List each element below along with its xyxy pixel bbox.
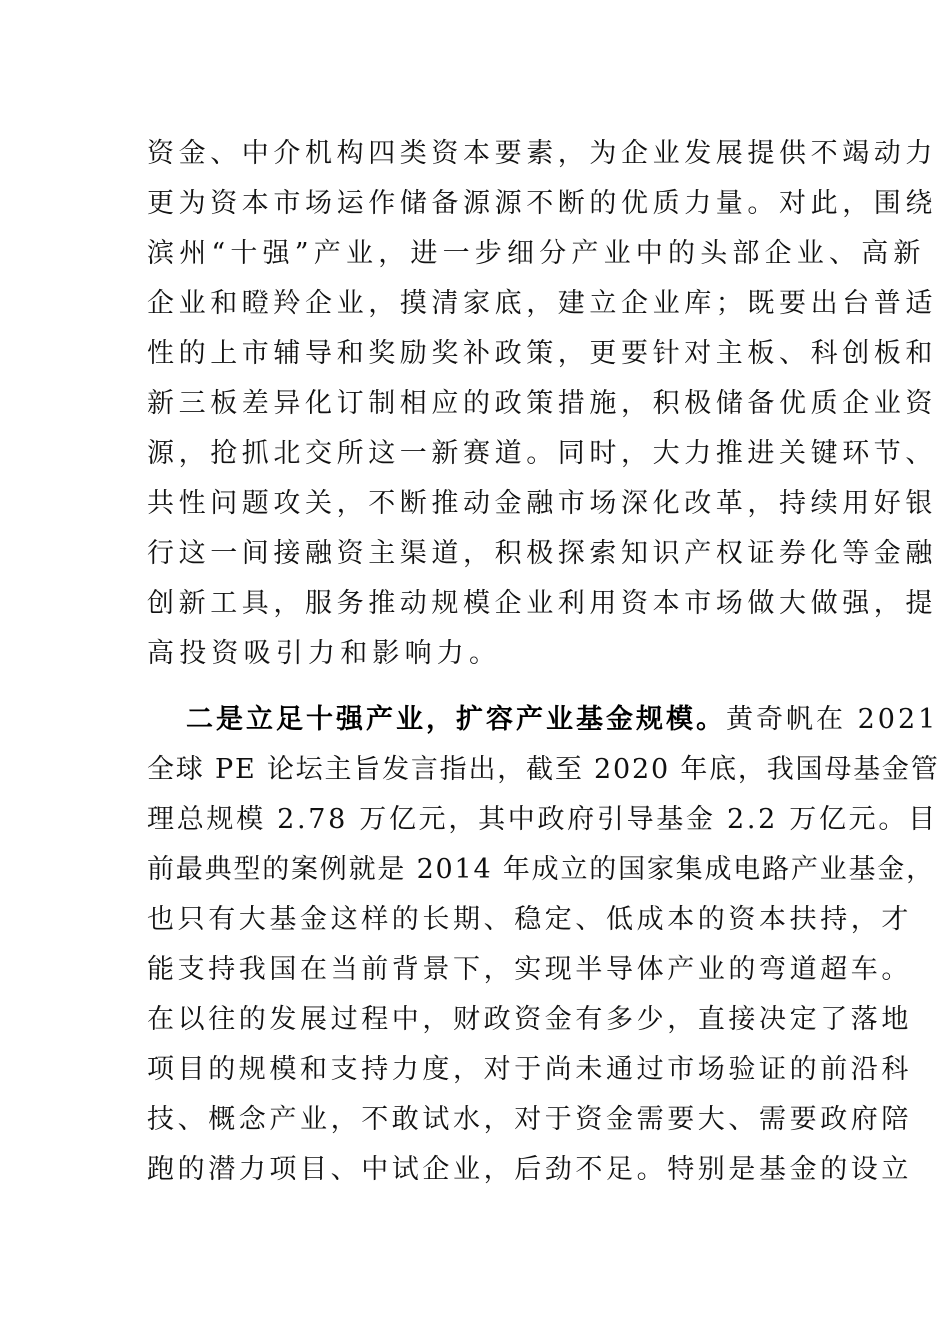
text-line: 高投资吸引力和影响力。	[147, 638, 502, 669]
text-line: 前最典型的案例就是 2014 年成立的国家集成电路产业基金，	[147, 854, 935, 885]
text-line: 项目的规模和支持力度，对于尚未通过市场验证的前沿科	[147, 1054, 912, 1085]
text-line: 跑的潜力项目、中试企业，后劲不足。特别是基金的设立	[147, 1154, 912, 1185]
text-line: 源，抢抓北交所这一新赛道。同时，大力推进关键环节、	[147, 438, 937, 469]
text-line: 行这一间接融资主渠道，积极探索知识产权证券化等金融	[147, 538, 937, 569]
text-line: 滨州“十强”产业，进一步细分产业中的头部企业、高新	[147, 238, 926, 269]
text-line: 更为资本市场运作储备源源不断的优质力量。对此，围绕	[147, 188, 937, 219]
text-line: 创新工具，服务推动规模企业利用资本市场做大做强，提	[147, 588, 937, 619]
text-line: 性的上市辅导和奖励奖补政策，更要针对主板、科创板和	[147, 338, 937, 369]
text-line: 资金、中介机构四类资本要素，为企业发展提供不竭动力	[147, 138, 937, 169]
text-line: 也只有大基金这样的长期、稳定、低成本的资本扶持，才	[147, 904, 912, 935]
text-run: 黄奇帆在 2021	[726, 704, 939, 735]
text-line: 在以往的发展过程中，财政资金有多少，直接决定了落地	[147, 1004, 912, 1035]
text-line: 全球 PE 论坛主旨发言指出，截至 2020 年底，我国母基金管	[147, 754, 940, 785]
paragraph-first-line	[186, 703, 938, 737]
text-line: 共性问题攻关，不断推动金融市场深化改革，持续用好银	[147, 488, 937, 519]
section-heading: 二是立足十强产业，扩容产业基金规模。	[186, 704, 726, 735]
text-line: 能支持我国在当前背景下，实现半导体产业的弯道超车。	[147, 954, 912, 985]
text-line: 技、概念产业，不敢试水，对于资金需要大、需要政府陪	[147, 1104, 912, 1135]
text-line: 企业和瞪羚企业，摸清家底，建立企业库；既要出台普适	[147, 288, 937, 319]
text-line: 新三板差异化订制相应的政策措施，积极储备优质企业资	[147, 388, 937, 419]
text-line: 理总规模 2.78 万亿元，其中政府引导基金 2.2 万亿元。目	[147, 804, 938, 835]
